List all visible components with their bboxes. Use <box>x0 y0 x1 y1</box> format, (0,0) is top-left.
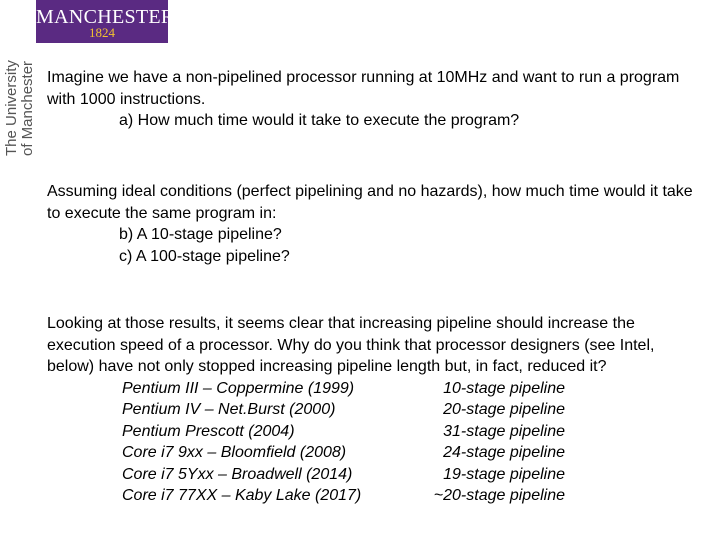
pipeline-row <box>47 442 697 464</box>
question-1 <box>47 67 697 132</box>
logo-name: MANCHESTER <box>36 6 175 28</box>
logo-year: 1824 <box>89 25 115 40</box>
processor-name: Pentium III – Coppermine (1999) <box>122 379 355 397</box>
pipeline-row <box>47 378 697 400</box>
pipeline-stages: 31-stage pipeline <box>443 422 565 440</box>
question-1a: a) How much time would it take to execute the program? <box>119 112 520 129</box>
university-wordmark <box>4 36 36 156</box>
processor-name: Pentium IV – Net.Burst (2000) <box>122 401 336 418</box>
question-3 <box>47 313 697 507</box>
pipeline-stages: 24-stage pipeline <box>443 444 565 461</box>
pipeline-stages: 10-stage pipeline <box>443 379 565 397</box>
pipeline-stages: 20-stage pipeline <box>443 401 565 418</box>
pipeline-list <box>47 378 697 507</box>
question-2c: c) A 100-stage pipeline? <box>119 247 290 265</box>
pipeline-row <box>47 399 697 421</box>
question-3-text: Looking at those results, it seems clear that increasing pipeline should increase the execution speed of a processor. Why do you think that processor designers (see Intel, below) have not only stopped increasing pipeline length but, in fact, reduced it? <box>47 315 655 375</box>
pipeline-stages: 19-stage pipeline <box>443 465 565 483</box>
processor-name: Pentium Prescott (2004) <box>122 422 295 440</box>
question-2b: b) A 10-stage pipeline? <box>119 226 282 243</box>
pipeline-row <box>47 421 697 443</box>
question-2-text: Assuming ideal conditions (perfect pipelining and no hazards), how much time would it take to execute the same program in: <box>47 183 693 222</box>
university-logo <box>36 0 175 43</box>
pipeline-row <box>47 464 697 486</box>
wordmark-line-2: of Manchester <box>19 60 36 156</box>
pipeline-row <box>47 485 697 507</box>
processor-name: Core i7 77XX – Kaby Lake (2017) <box>122 487 362 504</box>
wordmark-line-1: The University <box>3 60 20 156</box>
question-1-text: Imagine we have a non-pipelined processor running at 10MHz and want to run a program with 1000 instructions. <box>47 69 680 108</box>
pipeline-stages: ~20-stage pipeline <box>433 487 565 504</box>
processor-name: Core i7 9xx – Bloomfield (2008) <box>122 444 347 461</box>
question-2 <box>47 181 697 267</box>
processor-name: Core i7 5Yxx – Broadwell (2014) <box>122 465 353 483</box>
